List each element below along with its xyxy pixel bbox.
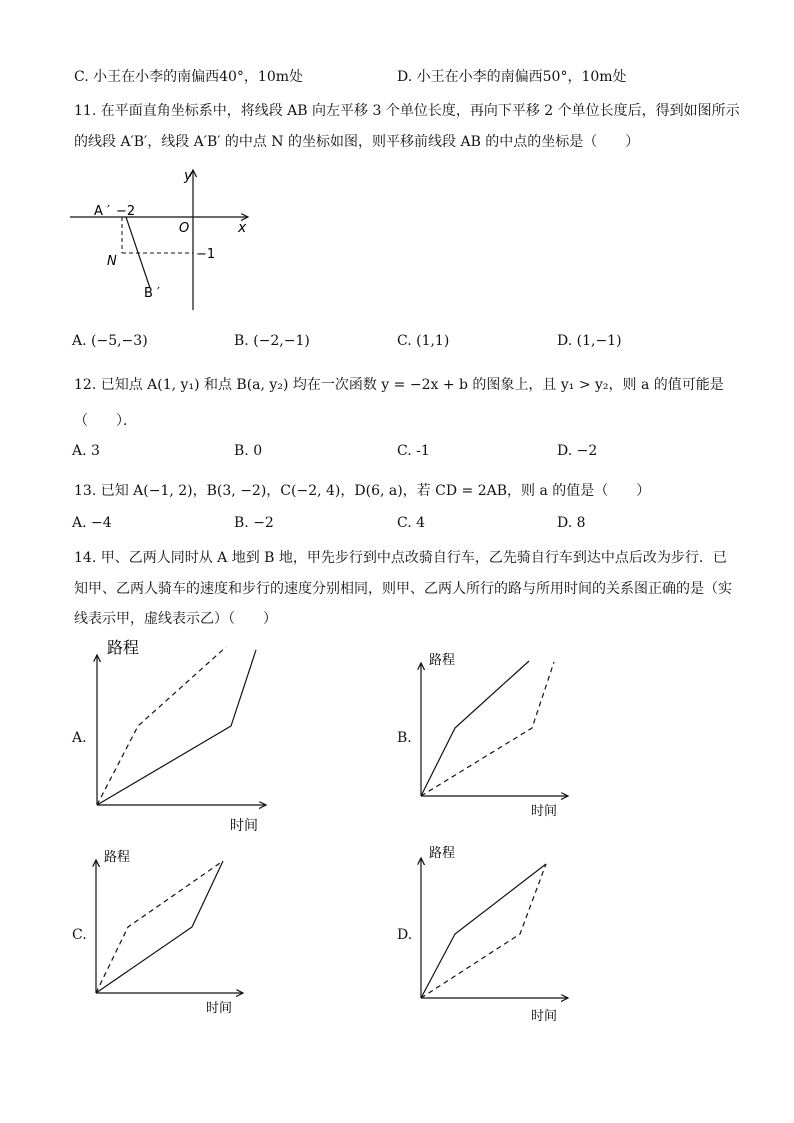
q11-option-c: C. (1,1) <box>397 333 450 349</box>
x-tick-label: −2 <box>116 204 136 219</box>
q13-option-d: D. 8 <box>557 515 586 531</box>
q11-stem-line1: 11. 在平面直角坐标系中，将线段 AB 向左平移 3 个单位长度，再向下平移 2 个单位长度后，得到如图所示 <box>74 103 740 119</box>
q12-option-b: B. 0 <box>234 443 263 459</box>
solid-line-jia <box>97 650 256 805</box>
y-axis-label: y <box>184 168 193 184</box>
q12-option-a: A. 3 <box>72 443 100 459</box>
graph-a-y-label: 路程 <box>107 638 140 657</box>
graph-b-x-label: 时间 <box>531 804 558 819</box>
graph-c <box>80 845 260 1020</box>
q14-stem-line2: 知甲、乙两人骑车的速度和步行的速度分别相同，则甲、乙两人所行的路与所用时间的关系图正确的是（实 <box>74 581 732 597</box>
q13-option-b: B. −2 <box>234 515 274 531</box>
q10-option-c: C. 小王在小李的南偏西40°，10m处 <box>74 69 304 85</box>
q12-option-c: C. -1 <box>397 443 430 459</box>
q10-option-d: D. 小王在小李的南偏西50°，10m处 <box>397 69 627 85</box>
q14-stem-line1: 14. 甲、乙两人同时从 A 地到 B 地，甲先步行到中点改骑自行车，乙先骑自行车到达中点后改为步行．已 <box>74 550 727 566</box>
origin-label: O <box>179 221 190 236</box>
graph-b-letter: B. <box>397 730 412 746</box>
graph-d-x-label: 时间 <box>531 1009 558 1024</box>
dashed-line-yi <box>96 861 223 993</box>
graph-c-letter: C. <box>72 927 87 943</box>
dashed-line-yi <box>421 662 554 796</box>
graph-c-x-label: 时间 <box>206 1001 233 1016</box>
a-prime-label: A ′ <box>94 204 110 219</box>
solid-line-jia <box>421 864 546 998</box>
graph-b-y-label: 路程 <box>429 653 456 668</box>
q11-stem-line2: 的线段 A′B′，线段 A′B′ 的中点 N 的坐标如图，则平移前线段 AB 的中点的坐标是（ ） <box>74 134 640 150</box>
q12-stem-line2: （ ）． <box>74 413 137 429</box>
graph-a-letter: A. <box>72 730 87 746</box>
n-label: N <box>107 254 117 269</box>
q11-option-a: A. (−5,−3) <box>72 333 148 349</box>
q11-option-d: D. (1,−1) <box>557 333 622 349</box>
q12-option-d: D. −2 <box>557 443 598 459</box>
solid-line-jia <box>96 861 223 993</box>
q14-stem-line3: 线表示甲，虚线表示乙）（ ） <box>74 611 277 627</box>
graph-d-letter: D. <box>397 927 413 943</box>
graph-a-x-label: 时间 <box>230 818 258 834</box>
q13-option-c: C. 4 <box>397 515 426 531</box>
solid-line-jia <box>421 661 529 796</box>
graph-b <box>405 648 585 823</box>
y-tick-label: −1 <box>196 247 216 262</box>
q13-stem: 13. 已知 A(−1, 2)，B(3, −2)，C(−2, 4)，D(6, a)，若 CD = 2AB，则 a 的值是（ ） <box>74 483 651 499</box>
dashed-line-yi <box>97 647 226 805</box>
x-axis-label: x <box>238 220 247 236</box>
b-prime-label: B ′ <box>144 286 161 301</box>
graph-c-y-label: 路程 <box>104 850 131 865</box>
dashed-line-yi <box>421 864 546 998</box>
q12-stem-line1: 12. 已知点 A(1, y₁) 和点 B(a, y₂) 均在一次函数 y = −2x + b 的图象上，且 y₁ > y₂，则 a 的值可能是 <box>74 377 724 393</box>
q11-option-b: B. (−2,−1) <box>234 333 310 349</box>
q11-coordinate-figure <box>64 160 264 320</box>
graph-d <box>405 843 585 1025</box>
graph-a <box>80 635 280 835</box>
q13-option-a: A. −4 <box>72 515 112 531</box>
graph-d-y-label: 路程 <box>429 846 456 861</box>
